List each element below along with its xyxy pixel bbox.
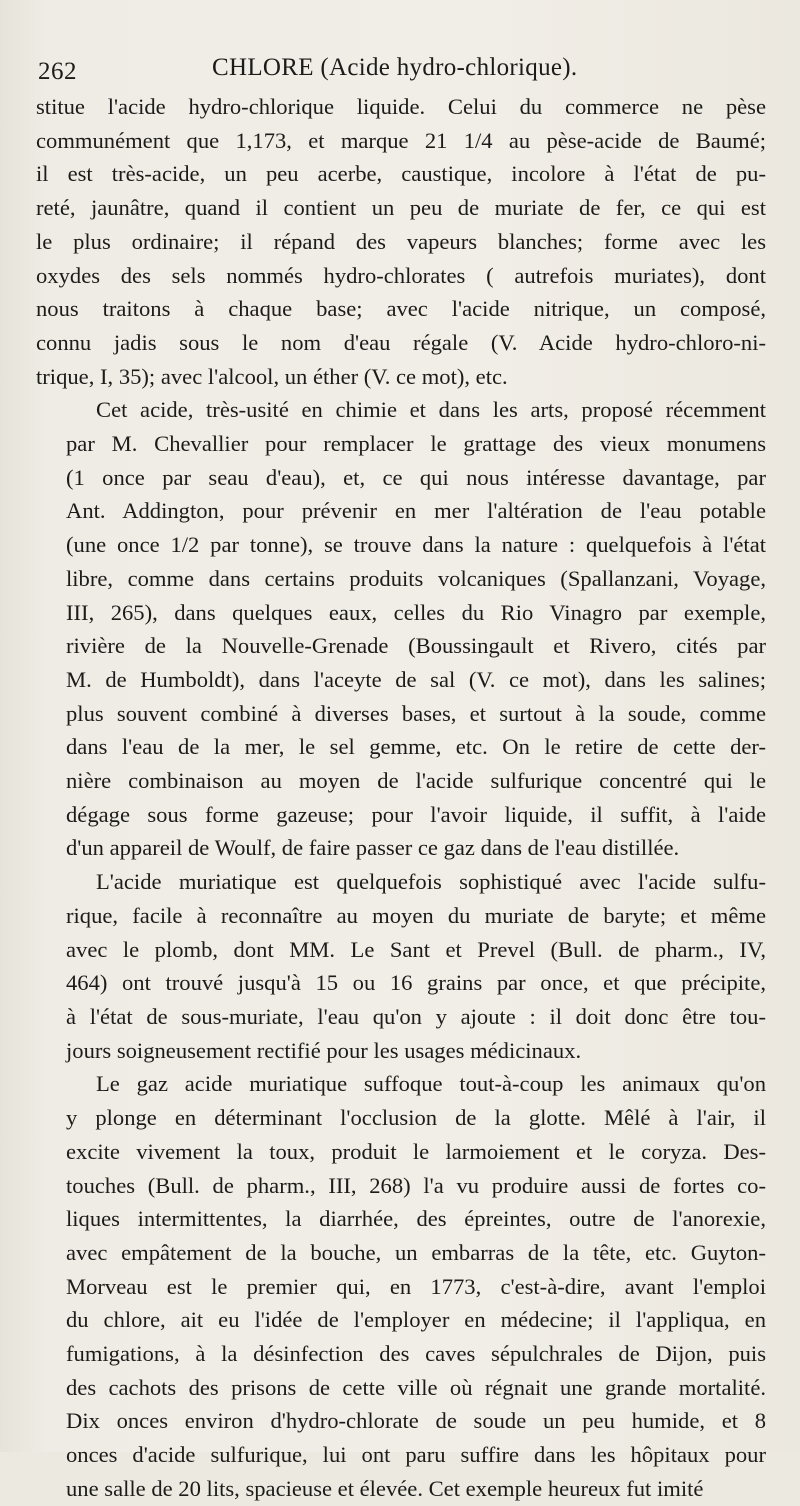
running-head: CHLORE (Acide hydro-chlorique). <box>212 54 578 81</box>
text-line: nous traitons à chaque base; avec l'acide nitrique, un composé, <box>36 296 766 322</box>
text-line: avec empâtement de la bouche, un embarras de la tête, etc. Guyton- <box>66 1239 766 1265</box>
page-number: 262 <box>38 58 77 85</box>
text-line: fumigations, à la désinfection des caves sépulchrales de Dijon, puis <box>66 1341 766 1367</box>
text-line: rique, facile à reconnaître au moyen du muriate de baryte; et même <box>66 902 766 928</box>
text-line: communément que 1,173, et marque 21 1/4 au pèse-acide de Baumé; <box>36 127 766 153</box>
text-line: stitue l'acide hydro-chlorique liquide. Celui du commerce ne pèse <box>36 94 766 119</box>
text-line: à l'état de sous-muriate, l'eau qu'on y ajoute : il doit donc être tou- <box>66 1003 766 1029</box>
text-line: Ant. Addington, pour prévenir en mer l'altération de l'eau potable <box>66 498 766 524</box>
text-line: Dix onces environ d'hydro-chlorate de soude un peu humide, et 8 <box>66 1408 766 1434</box>
text-line: (une once 1/2 par tonne), se trouve dans la nature : quelquefois à l'état <box>66 532 766 558</box>
text-line: d'un appareil de Woulf, de faire passer ce gaz dans de l'eau distillée. <box>66 835 680 861</box>
text-line: liques intermittentes, la diarrhée, des épreintes, outre de l'anorexie, <box>66 1206 766 1232</box>
text-line: des cachots des prisons de cette ville où régnait une grande mortalité. <box>66 1374 766 1400</box>
body-text <box>36 90 766 1506</box>
text-line: dans l'eau de la mer, le sel gemme, etc. On le retire de cette der- <box>66 734 766 760</box>
paragraph <box>36 393 766 865</box>
text-line: par M. Chevallier pour remplacer le grattage des vieux monumens <box>66 431 766 457</box>
text-line: connu jadis sous le nom d'eau régale (V. Acide hydro-chloro-ni- <box>36 329 766 355</box>
text-line: reté, jaunâtre, quand il contient un peu de muriate de fer, ce qui est <box>36 195 766 221</box>
text-line: avec le plomb, dont MM. Le Sant et Prevel (Bull. de pharm., IV, <box>66 936 766 962</box>
page-header <box>38 54 768 94</box>
text-line: excite vivement la toux, produit le larmoiement et le coryza. Des- <box>66 1138 766 1164</box>
text-line: y plonge en déterminant l'occlusion de la glotte. Mêlé à l'air, il <box>66 1105 766 1131</box>
text-line: (1 once par seau d'eau), et, ce qui nous intéresse davantage, par <box>66 464 766 490</box>
text-line: il est très-acide, un peu acerbe, caustique, incolore à l'état de pu- <box>36 161 766 187</box>
text-line: jours soigneusement rectifié pour les usages médicinaux. <box>66 1037 582 1063</box>
text-line: Cet acide, très-usité en chimie et dans les arts, proposé récemment <box>96 397 766 423</box>
text-line: touches (Bull. de pharm., III, 268) l'a vu produire aussi de fortes co- <box>66 1172 766 1198</box>
text-line: libre, comme dans certains produits volcaniques (Spallanzani, Voyage, <box>66 565 766 591</box>
text-line: oxydes des sels nommés hydro-chlorates ( autrefois muriates), dont <box>36 262 766 288</box>
text-line: Le gaz acide muriatique suffoque tout-à-coup les animaux qu'on <box>96 1071 766 1097</box>
text-line: du chlore, ait eu l'idée de l'employer en médecine; il l'appliqua, en <box>66 1307 766 1333</box>
paragraph <box>36 1067 766 1505</box>
text-line: trique, I, 35); avec l'alcool, un éther (V. ce mot), etc. <box>36 363 508 389</box>
text-line: onces d'acide sulfurique, lui ont paru suffire dans les hôpitaux pour <box>66 1442 766 1468</box>
text-line: 464) ont trouvé jusqu'à 15 ou 16 grains par once, et que précipite, <box>66 970 766 996</box>
text-line: dégage sous forme gazeuse; pour l'avoir liquide, il suffit, à l'aide <box>66 801 766 827</box>
text-line: III, 265), dans quelques eaux, celles du Rio Vinagro par exemple, <box>66 599 766 625</box>
text-line: une salle de 20 lits, spacieuse et élevée. Cet exemple heureux fut imité <box>66 1475 704 1501</box>
text-line: M. de Humboldt), dans l'aceyte de sal (V. ce mot), dans les salines; <box>66 666 766 692</box>
text-line: le plus ordinaire; il répand des vapeurs blanches; forme avec les <box>36 228 766 254</box>
text-line: Morveau est le premier qui, en 1773, c'est-à-dire, avant l'emploi <box>66 1273 766 1299</box>
paragraph <box>36 865 766 1067</box>
text-line: rivière de la Nouvelle-Grenade (Boussingault et Rivero, cités par <box>66 633 766 659</box>
text-line: nière combinaison au moyen de l'acide sulfurique concentré qui le <box>66 768 766 794</box>
paragraph <box>36 90 766 393</box>
text-line: plus souvent combiné à diverses bases, et surtout à la soude, comme <box>66 700 766 726</box>
text-line: L'acide muriatique est quelquefois sophistiqué avec l'acide sulfu- <box>96 869 766 895</box>
